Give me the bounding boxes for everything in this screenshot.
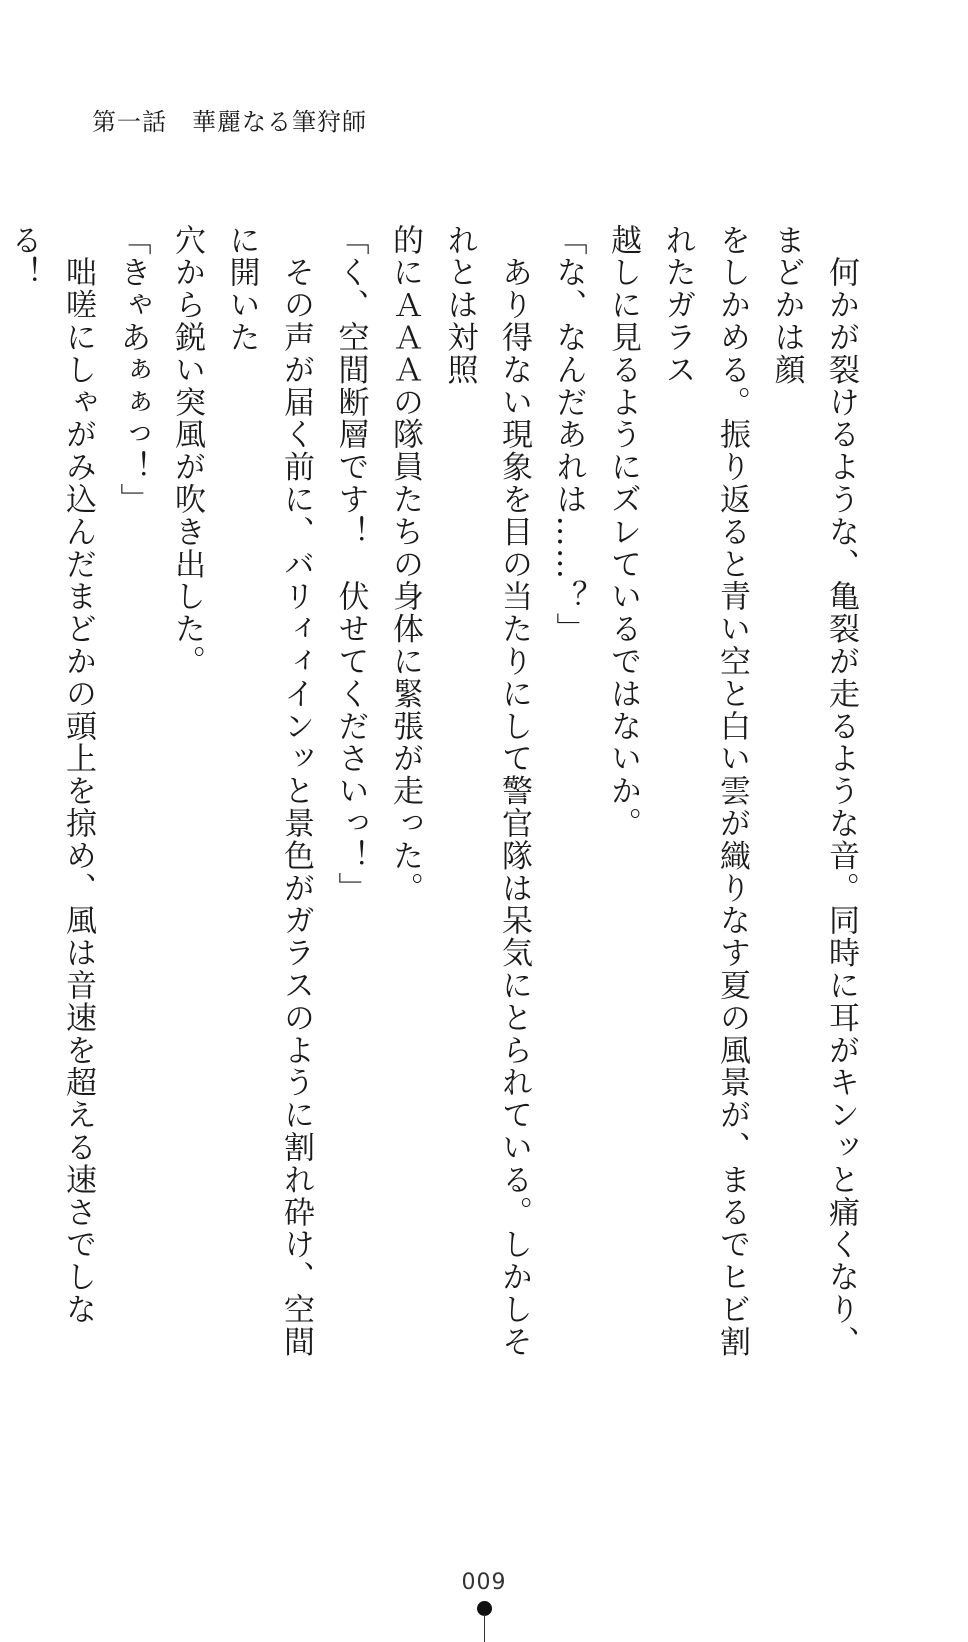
text-line: 「な、なんだあれは……？」 — [550, 224, 587, 646]
text-line: 的にＡＡＡの隊員たちの身体に緊張が走った。 — [387, 224, 423, 905]
text-line: をしかめる。振り返ると青い空と白い雲が織りなす夏の風景が、まるでヒビ割れたガラス — [659, 224, 750, 1358]
text-line: その声が届く前に、バリィィインッと景色がガラスのように割れ砕け、空間に開いた — [223, 224, 314, 1358]
text-line: あり得ない現象を目の当たりにして警官隊は呆気にとられている。しかしそれとは対照 — [441, 224, 532, 1358]
chapter-title: 第一話 華麗なる筆狩師 — [92, 108, 367, 136]
text-line: 咄嗟にしゃがみ込んだまどかの頭上を掠め、風は音速を超える速さでしなる！ — [5, 224, 96, 1326]
body-text — [0, 224, 868, 1364]
text-line: 「きゃあぁぁっ！」 — [114, 224, 151, 516]
text-line: 越しに見るようにズレているではないか。 — [605, 224, 641, 840]
page-number: 009 — [461, 1570, 507, 1595]
page-marker-line — [484, 1614, 485, 1642]
text-line: 「く、空間断層です！ 伏せてくださいっ！」 — [332, 224, 369, 905]
text-line: 穴から鋭い突風が吹き出した。 — [169, 224, 205, 678]
text-line: 何かが裂けるような、亀裂が走るような音。同時に耳がキンッと痛くなり、まどかは顔 — [768, 224, 859, 1358]
